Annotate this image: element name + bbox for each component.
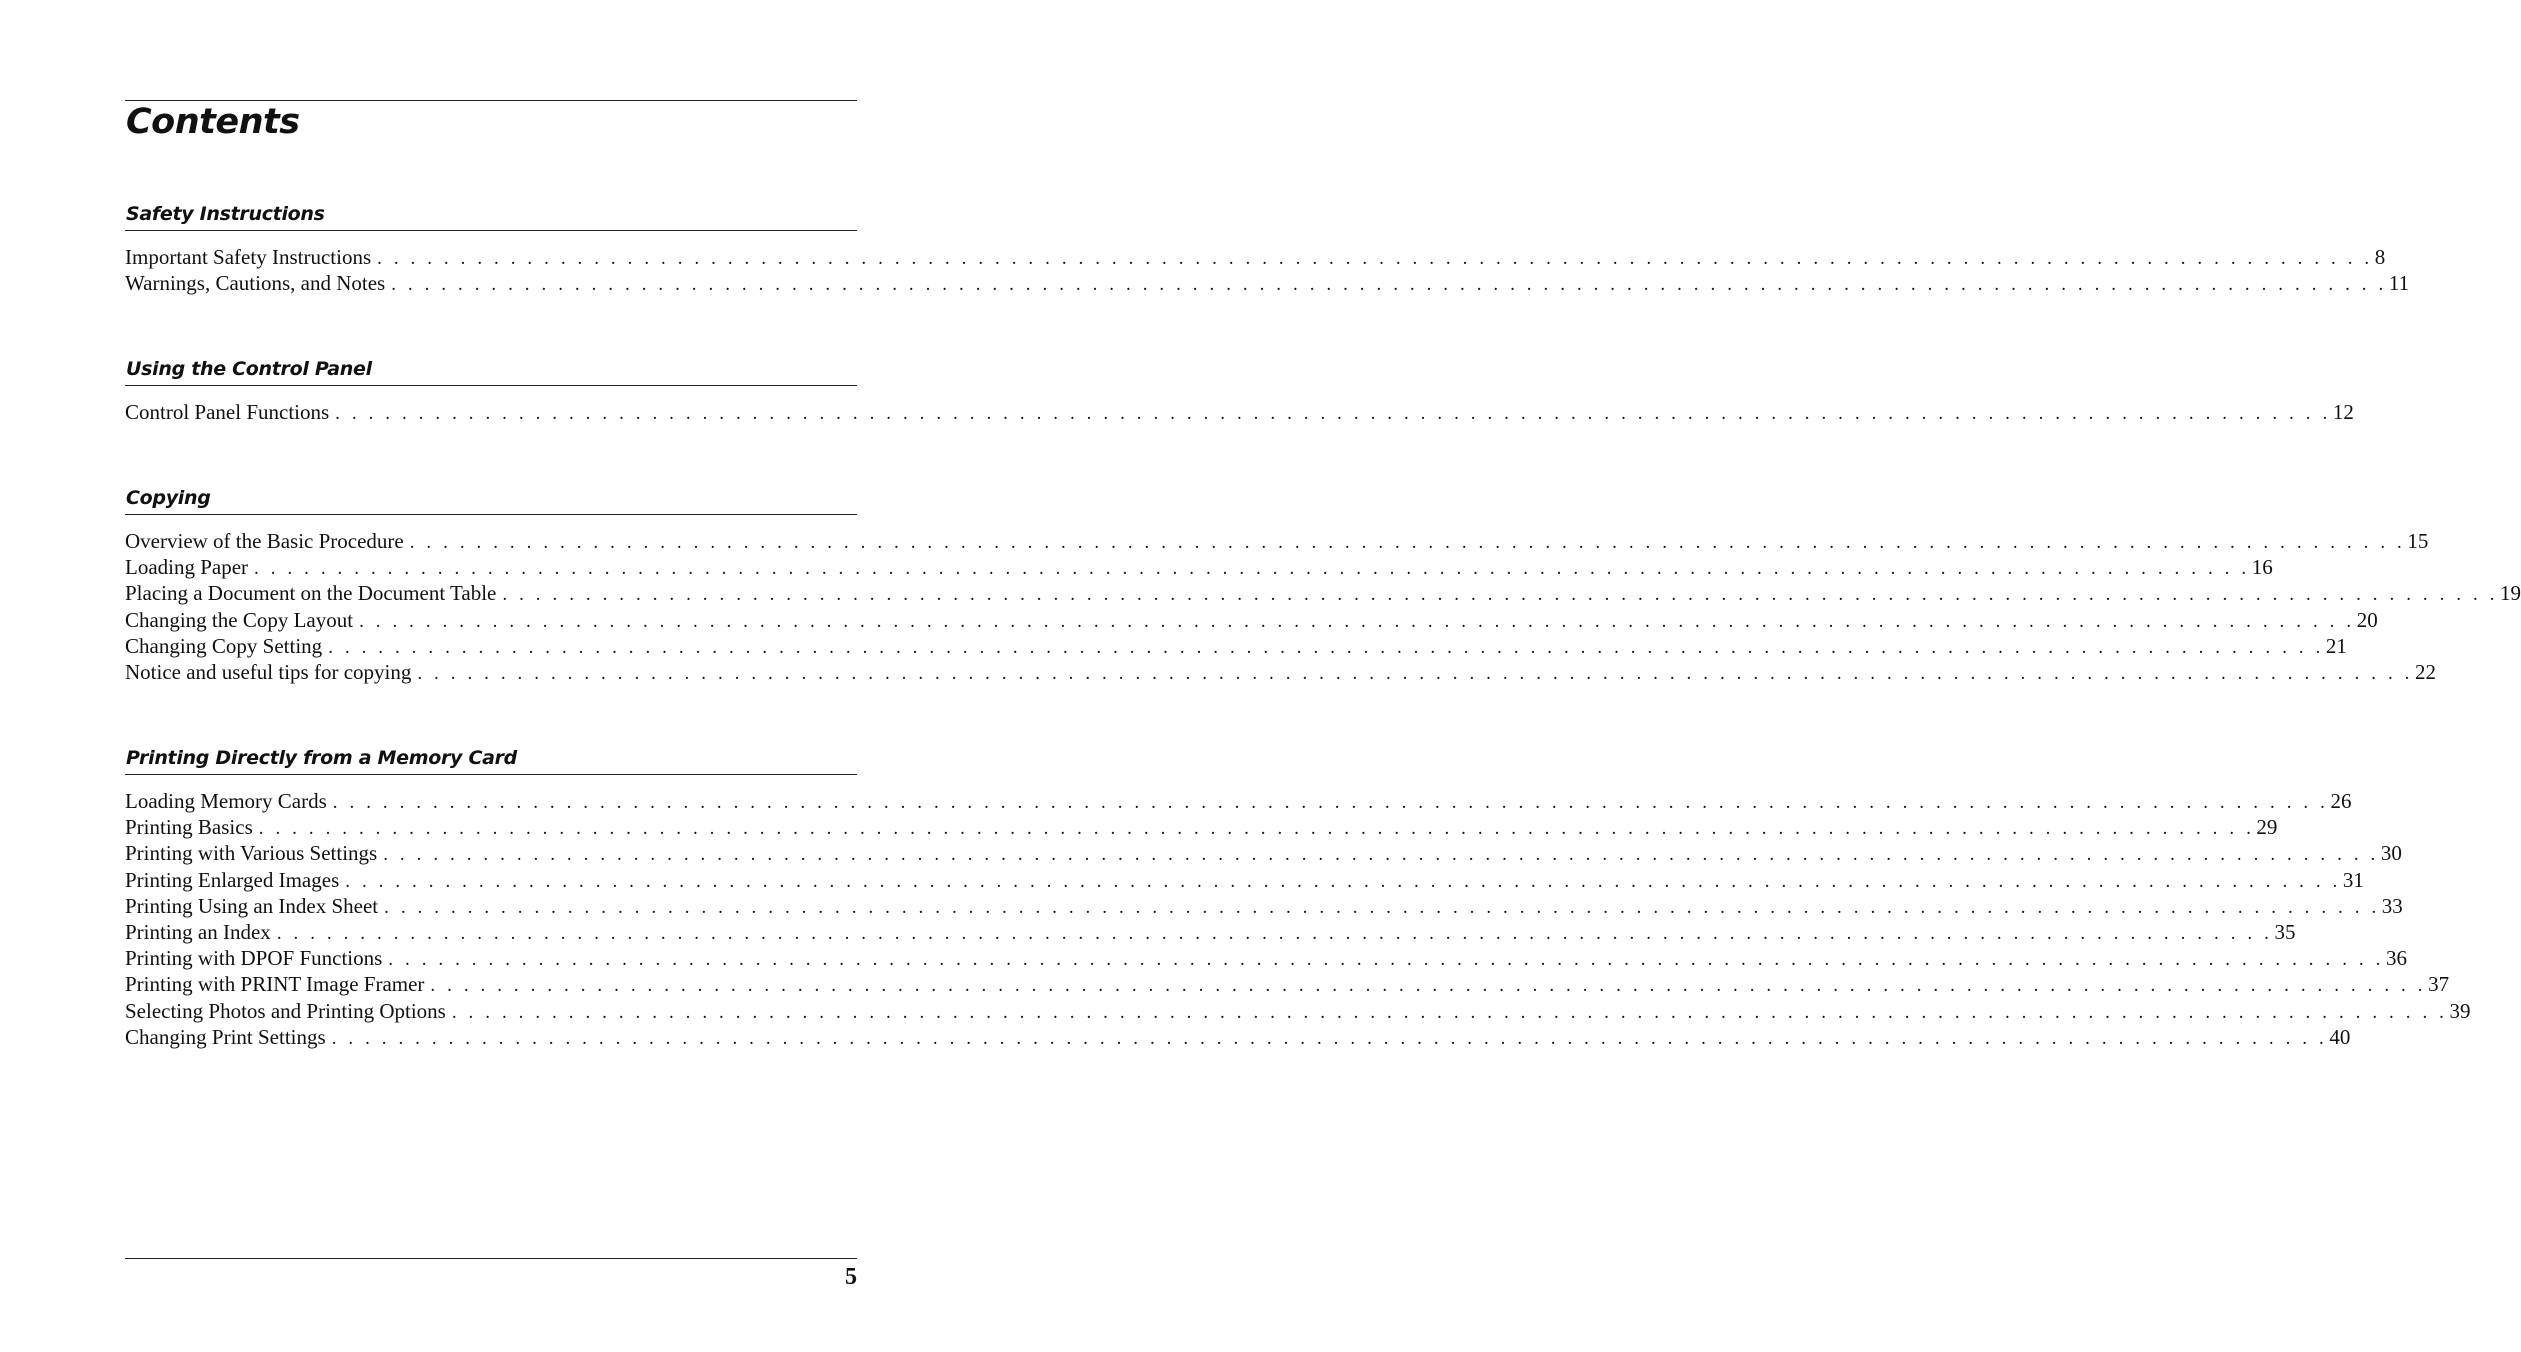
toc-entry-title: Loading Paper <box>125 555 249 580</box>
dot-leader: . . . . . . . . . . . . . . . . . . . . . . . . . . . . . . . . . . . . . . . . . . . . . . . . . . . . . . . . . . . . . . . . . . . . . . . . . . . . . . . . . . . . . . . . . . . . . . . . . . . . . . . . . . . . . . . . . . . . . . . . <box>254 558 2250 580</box>
dot-leader: . . . . . . . . . . . . . . . . . . . . . . . . . . . . . . . . . . . . . . . . . . . . . . . . . . . . . . . . . . . . . . . . . . . . . . . . . . . . . . . . . . . . . . . . . . . . . . . . . . . . . . . . . . . . . . . . . . . . . . . . <box>384 896 2380 918</box>
dot-leader: . . . . . . . . . . . . . . . . . . . . . . . . . . . . . . . . . . . . . . . . . . . . . . . . . . . . . . . . . . . . . . . . . . . . . . . . . . . . . . . . . . . . . . . . . . . . . . . . . . . . . . . . . . . . . . . . . . . . . . . . <box>359 610 2355 632</box>
toc-entry-title: Changing Copy Setting <box>125 633 323 658</box>
toc-entry-title: Overview of the Basic Procedure <box>125 529 404 553</box>
toc-entry-title: Printing Enlarged Images <box>125 867 340 892</box>
toc-entry-page-number: 29 <box>2256 815 2278 840</box>
toc-entry-page-number: 26 <box>2330 789 2352 813</box>
toc-entry-page-number: 15 <box>2407 529 2429 553</box>
toc-entry-page-number: 37 <box>2428 972 2450 997</box>
toc-entry-page-number: 33 <box>2381 893 2403 918</box>
toc-entry-page-number: 16 <box>2251 555 2273 580</box>
dot-leader: . . . . . . . . . . . . . . . . . . . . . . . . . . . . . . . . . . . . . . . . . . . . . . . . . . . . . . . . . . . . . . . . . . . . . . . . . . . . . . . . . . . . . . . . . . . . . . . . . . . . . . . . . . . . . . . . . . . . . . . . <box>383 844 2379 866</box>
toc-entry-title: Control Panel Functions <box>125 400 330 424</box>
toc-entry-title: Loading Memory Cards <box>125 789 327 813</box>
toc-entry-title: Selecting Photos and Printing Options <box>125 998 446 1023</box>
toc-entry-title: Printing Basics <box>125 815 253 840</box>
dot-leader: . . . . . . . . . . . . . . . . . . . . . . . . . . . . . . . . . . . . . . . . . . . . . . . . . . . . . . . . . . . . . . . . . . . . . . . . . . . . . . . . . . . . . . . . . . . . . . . . . . . . . . . . . . . . . . . . . . . . . . . . <box>388 949 2384 971</box>
toc-entry-page-number: 8 <box>2374 245 2386 269</box>
dot-leader: . . . . . . . . . . . . . . . . . . . . . . . . . . . . . . . . . . . . . . . . . . . . . . . . . . . . . . . . . . . . . . . . . . . . . . . . . . . . . . . . . . . . . . . . . . . . . . . . . . . . . . . . . . . . . . . . . . . . . . . . <box>335 403 2331 424</box>
toc-entry-title: Warnings, Cautions, and Notes <box>125 271 386 296</box>
bottom-rule <box>125 1258 857 1259</box>
toc-entry[interactable] <box>125 788 2352 814</box>
toc-entry[interactable] <box>125 633 2347 659</box>
toc-entry-page-number: 31 <box>2342 867 2364 892</box>
toc-entry-page-number: 12 <box>2332 400 2354 424</box>
toc-entry-title: Printing with DPOF Functions <box>125 946 383 971</box>
toc-entry-page-number: 22 <box>2415 659 2437 684</box>
toc-section-copying <box>125 485 2521 685</box>
page-number: 5 <box>845 1264 857 1290</box>
toc-entry[interactable] <box>125 659 2437 685</box>
dot-leader: . . . . . . . . . . . . . . . . . . . . . . . . . . . . . . . . . . . . . . . . . . . . . . . . . . . . . . . . . . . . . . . . . . . . . . . . . . . . . . . . . . . . . . . . . . . . . . . . . . . . . . . . . . . . . . . . . . . . . . . . <box>391 274 2387 296</box>
toc-entry-title: Important Safety Instructions <box>125 245 372 269</box>
toc-entry[interactable] <box>125 919 2296 945</box>
toc-entry[interactable] <box>125 840 2402 866</box>
toc-entry[interactable] <box>125 814 2278 840</box>
toc-entry[interactable] <box>125 580 2521 606</box>
dot-leader: . . . . . . . . . . . . . . . . . . . . . . . . . . . . . . . . . . . . . . . . . . . . . . . . . . . . . . . . . . . . . . . . . . . . . . . . . . . . . . . . . . . . . . . . . . . . . . . . . . . . . . . . . . . . . . . . . . . . . . . . <box>331 1027 2328 1049</box>
toc-entry-title: Printing with PRINT Image Framer <box>125 972 425 997</box>
toc-entry[interactable] <box>125 1024 2351 1050</box>
toc-entry[interactable] <box>125 554 2273 580</box>
dot-leader: . . . . . . . . . . . . . . . . . . . . . . . . . . . . . . . . . . . . . . . . . . . . . . . . . . . . . . . . . . . . . . . . . . . . . . . . . . . . . . . . . . . . . . . . . . . . . . . . . . . . . . . . . . . . . . . . . . . . . . . . <box>328 636 2324 658</box>
toc-list <box>125 244 2410 296</box>
toc-entry-title: Notice and useful tips for copying <box>125 659 412 684</box>
toc-entry[interactable] <box>125 607 2378 633</box>
toc-list <box>125 399 2354 425</box>
dot-leader: . . . . . . . . . . . . . . . . . . . . . . . . . . . . . . . . . . . . . . . . . . . . . . . . . . . . . . . . . . . . . . . . . . . . . . . . . . . . . . . . . . . . . . . . . . . . . . . . . . . . . . . . . . . . . . . . . . . . . . . . <box>258 818 2255 840</box>
toc-entry-page-number: 35 <box>2274 919 2296 944</box>
section-heading: Using the Control Panel <box>125 356 857 386</box>
toc-entry-page-number: 11 <box>2388 271 2410 296</box>
toc-entry-title: Printing with Various Settings <box>125 841 378 866</box>
toc-entry-page-number: 30 <box>2380 841 2402 866</box>
dot-leader: . . . . . . . . . . . . . . . . . . . . . . . . . . . . . . . . . . . . . . . . . . . . . . . . . . . . . . . . . . . . . . . . . . . . . . . . . . . . . . . . . . . . . . . . . . . . . . . . . . . . . . . . . . . . . . . . . . . . . . . . <box>430 975 2427 997</box>
section-heading: Safety Instructions <box>125 201 857 231</box>
toc-entry-title: Printing Using an Index Sheet <box>125 893 379 918</box>
dot-leader: . . . . . . . . . . . . . . . . . . . . . . . . . . . . . . . . . . . . . . . . . . . . . . . . . . . . . . . . . . . . . . . . . . . . . . . . . . . . . . . . . . . . . . . . . . . . . . . . . . . . . . . . . . . . . . . . . . . . . . . . <box>345 870 2341 892</box>
dot-leader: . . . . . . . . . . . . . . . . . . . . . . . . . . . . . . . . . . . . . . . . . . . . . . . . . . . . . . . . . . . . . . . . . . . . . . . . . . . . . . . . . . . . . . . . . . . . . . . . . . . . . . . . . . . . . . . . . . . . . . . . <box>377 248 2373 269</box>
section-heading: Printing Directly from a Memory Card <box>125 745 857 775</box>
toc-entry[interactable] <box>125 399 2354 425</box>
toc-entry[interactable] <box>125 244 2386 270</box>
toc-entry-page-number: 21 <box>2325 633 2347 658</box>
toc-entry-page-number: 40 <box>2329 1024 2351 1049</box>
toc-list <box>125 788 2471 1050</box>
toc-entry[interactable] <box>125 867 2364 893</box>
dot-leader: . . . . . . . . . . . . . . . . . . . . . . . . . . . . . . . . . . . . . . . . . . . . . . . . . . . . . . . . . . . . . . . . . . . . . . . . . . . . . . . . . . . . . . . . . . . . . . . . . . . . . . . . . . . . . . . . . . . . . . . . <box>409 532 2406 553</box>
toc-entry[interactable] <box>125 270 2410 296</box>
toc-entry-page-number: 20 <box>2356 607 2378 632</box>
dot-leader: . . . . . . . . . . . . . . . . . . . . . . . . . . . . . . . . . . . . . . . . . . . . . . . . . . . . . . . . . . . . . . . . . . . . . . . . . . . . . . . . . . . . . . . . . . . . . . . . . . . . . . . . . . . . . . . . . . . . . . . . <box>276 922 2273 944</box>
toc-section-printing-directly-from-a-memory-card <box>125 745 2471 1050</box>
dot-leader: . . . . . . . . . . . . . . . . . . . . . . . . . . . . . . . . . . . . . . . . . . . . . . . . . . . . . . . . . . . . . . . . . . . . . . . . . . . . . . . . . . . . . . . . . . . . . . . . . . . . . . . . . . . . . . . . . . . . . . . . <box>332 792 2329 813</box>
dot-leader: . . . . . . . . . . . . . . . . . . . . . . . . . . . . . . . . . . . . . . . . . . . . . . . . . . . . . . . . . . . . . . . . . . . . . . . . . . . . . . . . . . . . . . . . . . . . . . . . . . . . . . . . . . . . . . . . . . . . . . . . <box>502 584 2499 606</box>
dot-leader: . . . . . . . . . . . . . . . . . . . . . . . . . . . . . . . . . . . . . . . . . . . . . . . . . . . . . . . . . . . . . . . . . . . . . . . . . . . . . . . . . . . . . . . . . . . . . . . . . . . . . . . . . . . . . . . . . . . . . . . . <box>417 662 2414 684</box>
toc-list <box>125 528 2521 685</box>
toc-entry[interactable] <box>125 971 2450 997</box>
toc-entry-title: Placing a Document on the Document Table <box>125 581 497 606</box>
toc-entry-title: Changing the Copy Layout <box>125 607 354 632</box>
dot-leader: . . . . . . . . . . . . . . . . . . . . . . . . . . . . . . . . . . . . . . . . . . . . . . . . . . . . . . . . . . . . . . . . . . . . . . . . . . . . . . . . . . . . . . . . . . . . . . . . . . . . . . . . . . . . . . . . . . . . . . . . <box>451 1001 2448 1023</box>
toc-section-using-the-control-panel <box>125 356 2354 425</box>
toc-section-safety-instructions <box>125 201 2410 296</box>
toc-entry-page-number: 39 <box>2449 998 2471 1023</box>
toc-entry-title: Changing Print Settings <box>125 1024 326 1049</box>
page-title: Contents <box>126 102 300 142</box>
toc-entry[interactable] <box>125 998 2471 1024</box>
toc-entry[interactable] <box>125 893 2403 919</box>
section-heading: Copying <box>125 485 857 515</box>
toc-entry[interactable] <box>125 528 2429 554</box>
toc-entry-title: Printing an Index <box>125 919 271 944</box>
toc-entry-page-number: 36 <box>2385 946 2407 971</box>
toc-entry[interactable] <box>125 945 2407 971</box>
toc-entry-page-number: 19 <box>2500 581 2521 606</box>
